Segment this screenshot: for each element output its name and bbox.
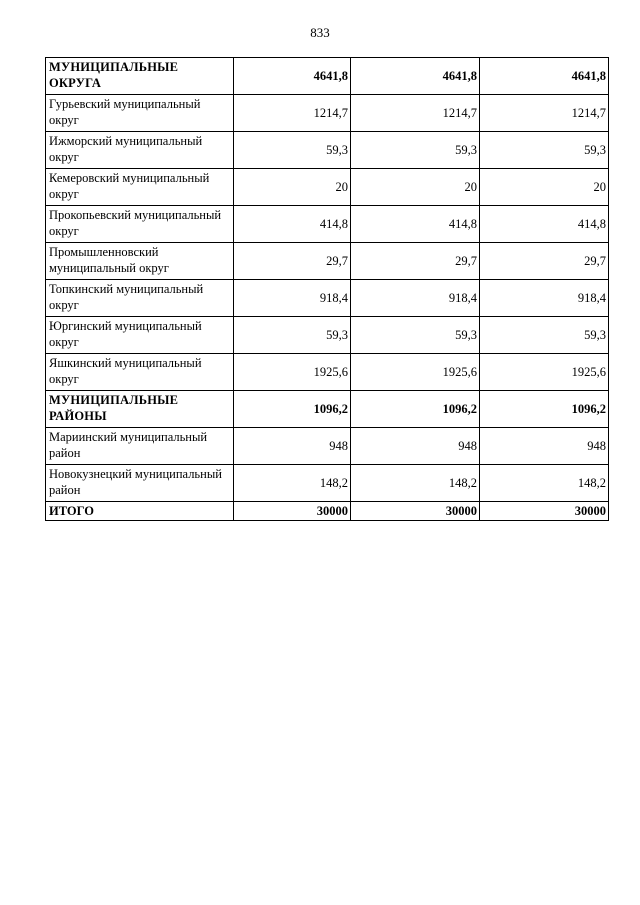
table-row: [46, 206, 609, 243]
table-row: [46, 95, 609, 132]
amount-cell-3: 1214,7: [480, 95, 609, 132]
amount-cell-2: 4641,8: [351, 58, 480, 95]
amount-cell-2: 948: [351, 428, 480, 465]
amount-cell-3: 20: [480, 169, 609, 206]
amount-cell-1: 29,7: [234, 243, 351, 280]
amount-cell-3: 4641,8: [480, 58, 609, 95]
amount-cell-2: 1925,6: [351, 354, 480, 391]
table-body: [46, 58, 609, 521]
municipality-name-cell: Мариинский муниципальный район: [46, 428, 234, 465]
municipality-name-cell: Гурьевский муниципальный округ: [46, 95, 234, 132]
amount-cell-1: 948: [234, 428, 351, 465]
municipality-name-cell: Промышленновский муниципальный округ: [46, 243, 234, 280]
amount-cell-2: 59,3: [351, 317, 480, 354]
amount-cell-1: 4641,8: [234, 58, 351, 95]
amount-cell-3: 59,3: [480, 317, 609, 354]
table-row: [46, 243, 609, 280]
amount-cell-1: 918,4: [234, 280, 351, 317]
amount-cell-1: 59,3: [234, 132, 351, 169]
amount-cell-3: 59,3: [480, 132, 609, 169]
amount-cell-2: 29,7: [351, 243, 480, 280]
municipality-name-cell: Прокопьевский муниципальный округ: [46, 206, 234, 243]
municipality-name-cell: МУНИЦИПАЛЬНЫЕ РАЙОНЫ: [46, 391, 234, 428]
table-row: [46, 317, 609, 354]
amount-cell-3: 1096,2: [480, 391, 609, 428]
table-row: [46, 280, 609, 317]
municipality-name-cell: Яшкинский муниципальный округ: [46, 354, 234, 391]
amount-cell-1: 1096,2: [234, 391, 351, 428]
amount-cell-2: 414,8: [351, 206, 480, 243]
table-row: [46, 428, 609, 465]
section-row: [46, 391, 609, 428]
municipality-name-cell: МУНИЦИПАЛЬНЫЕ ОКРУГА: [46, 58, 234, 95]
amount-cell-3: 1925,6: [480, 354, 609, 391]
municipality-name-cell: Кемеровский муниципальный округ: [46, 169, 234, 206]
municipality-name-cell: Новокузнецкий муниципальный район: [46, 465, 234, 502]
allocation-table: [45, 57, 609, 521]
amount-cell-1: 1214,7: [234, 95, 351, 132]
amount-cell-1: 30000: [234, 502, 351, 521]
amount-cell-2: 918,4: [351, 280, 480, 317]
municipality-name-cell: Юргинский муниципальный округ: [46, 317, 234, 354]
municipality-name-cell: Ижморский муниципальный округ: [46, 132, 234, 169]
amount-cell-1: 414,8: [234, 206, 351, 243]
amount-cell-3: 948: [480, 428, 609, 465]
amount-cell-3: 29,7: [480, 243, 609, 280]
amount-cell-2: 20: [351, 169, 480, 206]
table-row: [46, 132, 609, 169]
amount-cell-3: 148,2: [480, 465, 609, 502]
table-row: [46, 354, 609, 391]
amount-cell-2: 30000: [351, 502, 480, 521]
amount-cell-1: 148,2: [234, 465, 351, 502]
page-number: 833: [310, 25, 330, 40]
amount-cell-3: 30000: [480, 502, 609, 521]
amount-cell-1: 59,3: [234, 317, 351, 354]
total-row: [46, 502, 609, 521]
municipality-name-cell: ИТОГО: [46, 502, 234, 521]
table-row: [46, 169, 609, 206]
amount-cell-2: 1096,2: [351, 391, 480, 428]
municipality-name-cell: Топкинский муниципальный округ: [46, 280, 234, 317]
table-row: [46, 465, 609, 502]
amount-cell-3: 414,8: [480, 206, 609, 243]
amount-cell-1: 20: [234, 169, 351, 206]
amount-cell-3: 918,4: [480, 280, 609, 317]
amount-cell-2: 148,2: [351, 465, 480, 502]
amount-cell-2: 1214,7: [351, 95, 480, 132]
amount-cell-1: 1925,6: [234, 354, 351, 391]
section-row: [46, 58, 609, 95]
amount-cell-2: 59,3: [351, 132, 480, 169]
